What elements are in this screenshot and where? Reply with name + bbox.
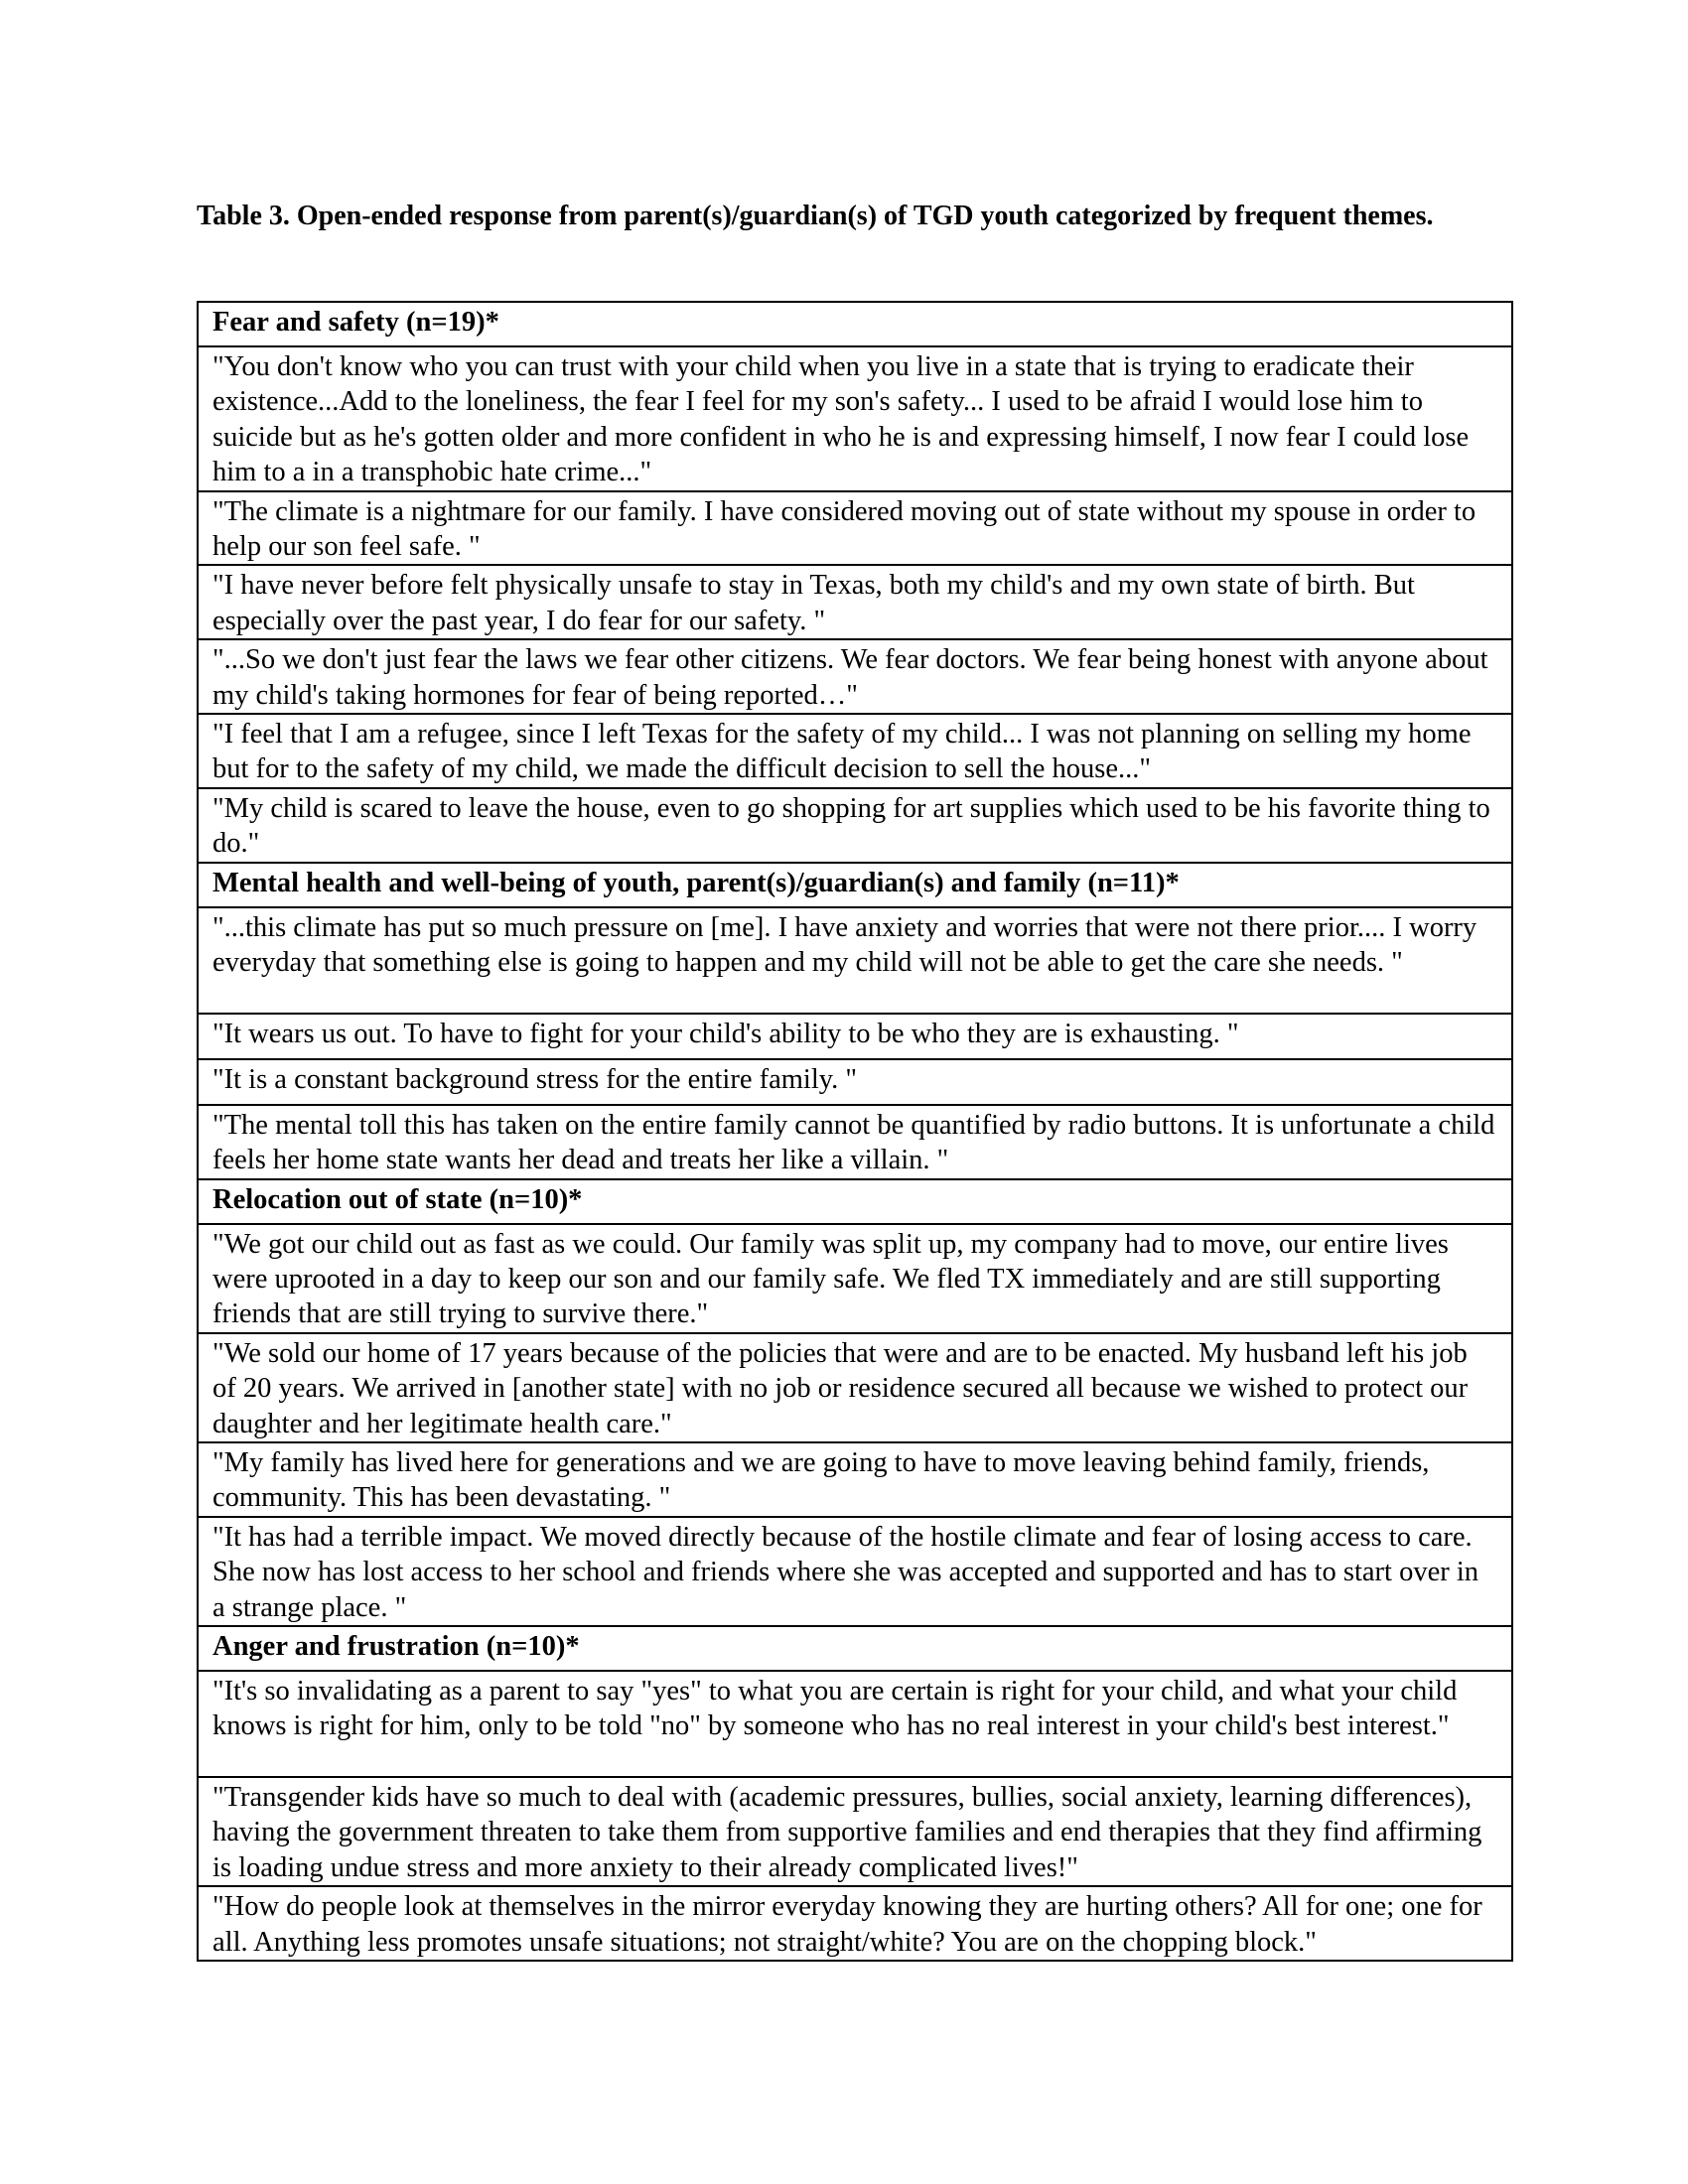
- quote-row: [198, 1014, 1512, 1059]
- theme-heading-fear-and-safety: Fear and safety (n=19)*: [198, 302, 1512, 346]
- quote-row: [198, 714, 1512, 788]
- theme-heading-row: [198, 1626, 1512, 1671]
- quote-cell: "Transgender kids have so much to deal with (academic pressures, bullies, social anxiety, learning differences), having the government threaten to take them from supportive families and end therapies that they find affirming is loading undue stress and more anxiety to their already complicated lives!": [198, 1777, 1512, 1886]
- quote-cell: "You don't know who you can trust with your child when you live in a state that is trying to eradicate their existence...Add to the loneliness, the fear I feel for my son's safety... I used to be afraid I would lose him to suicide but as he's gotten older and more confident in who he is and expressing himself, I now fear I could lose him to a in a transphobic hate crime...": [198, 346, 1512, 491]
- quote-cell: "...So we don't just fear the laws we fear other citizens. We fear doctors. We fear being honest with anyone about my child's taking hormones for fear of being reported…": [198, 639, 1512, 714]
- theme-heading-row: [198, 302, 1512, 346]
- quote-row: [198, 1333, 1512, 1442]
- quote-row: [198, 907, 1512, 1014]
- quote-cell: "The mental toll this has taken on the entire family cannot be quantified by radio buttons. It is unfortunate a child feels her home state wants her dead and treats her like a villain. ": [198, 1105, 1512, 1179]
- themes-table: [197, 301, 1513, 1962]
- quote-row: [198, 1777, 1512, 1886]
- theme-heading-mental-health: Mental health and well-being of youth, parent(s)/guardian(s) and family (n=11)*: [198, 863, 1512, 907]
- quote-row: [198, 1517, 1512, 1626]
- quote-cell: "My family has lived here for generations and we are going to have to move leaving behind family, friends, community. This has been devastating. ": [198, 1442, 1512, 1517]
- quote-cell: "I feel that I am a refugee, since I left Texas for the safety of my child... I was not planning on selling my home but for to the safety of my child, we made the difficult decision to sell the house...": [198, 714, 1512, 788]
- quote-row: [198, 1224, 1512, 1333]
- theme-heading-anger-and-frustration: Anger and frustration (n=10)*: [198, 1626, 1512, 1671]
- quote-cell: "It is a constant background stress for the entire family. ": [198, 1059, 1512, 1105]
- quote-cell: "My child is scared to leave the house, even to go shopping for art supplies which used to be his favorite thing to do.": [198, 788, 1512, 863]
- theme-heading-row: [198, 863, 1512, 907]
- quote-cell: "How do people look at themselves in the mirror everyday knowing they are hurting others? All for one; one for all. Anything less promotes unsafe situations; not straight/white? You are on the chopping block.": [198, 1886, 1512, 1961]
- quote-cell: "...this climate has put so much pressure on [me]. I have anxiety and worries that were not there prior.... I worry everyday that something else is going to happen and my child will not be able to get the care she needs. ": [198, 907, 1512, 1014]
- quote-row: [198, 1105, 1512, 1179]
- quote-cell: "The climate is a nightmare for our family. I have considered moving out of state without my spouse in order to help our son feel safe. ": [198, 491, 1512, 566]
- quote-row: [198, 788, 1512, 863]
- quote-row: [198, 1671, 1512, 1777]
- quote-cell: "It's so invalidating as a parent to say "yes" to what you are certain is right for your child, and what your child knows is right for him, only to be told "no" by someone who has no real interest in your child's best interest.": [198, 1671, 1512, 1777]
- quote-row: [198, 1059, 1512, 1105]
- theme-heading-row: [198, 1179, 1512, 1224]
- quote-row: [198, 491, 1512, 566]
- quote-cell: "It wears us out. To have to fight for your child's ability to be who they are is exhausting. ": [198, 1014, 1512, 1059]
- quote-row: [198, 346, 1512, 491]
- quote-cell: "We got our child out as fast as we could. Our family was split up, my company had to move, our entire lives were uprooted in a day to keep our son and our family safe. We fled TX immediately and are still supporting friends that are still trying to survive there.": [198, 1224, 1512, 1333]
- quote-cell: "I have never before felt physically unsafe to stay in Texas, both my child's and my own state of birth. But especially over the past year, I do fear for our safety. ": [198, 565, 1512, 639]
- theme-heading-relocation: Relocation out of state (n=10)*: [198, 1179, 1512, 1224]
- quote-row: [198, 565, 1512, 639]
- quote-row: [198, 1886, 1512, 1961]
- quote-row: [198, 1442, 1512, 1517]
- quote-cell: "We sold our home of 17 years because of the policies that were and are to be enacted. My husband left his job of 20 years. We arrived in [another state] with no job or residence secured all because we wished to protect our daughter and her legitimate health care.": [198, 1333, 1512, 1442]
- quote-cell: "It has had a terrible impact. We moved directly because of the hostile climate and fear of losing access to care. She now has lost access to her school and friends where she was accepted and supported and has to start over in a strange place. ": [198, 1517, 1512, 1626]
- quote-row: [198, 639, 1512, 714]
- table-caption: Table 3. Open-ended response from parent(s)/guardian(s) of TGD youth categorized by frequent themes.: [197, 201, 1434, 231]
